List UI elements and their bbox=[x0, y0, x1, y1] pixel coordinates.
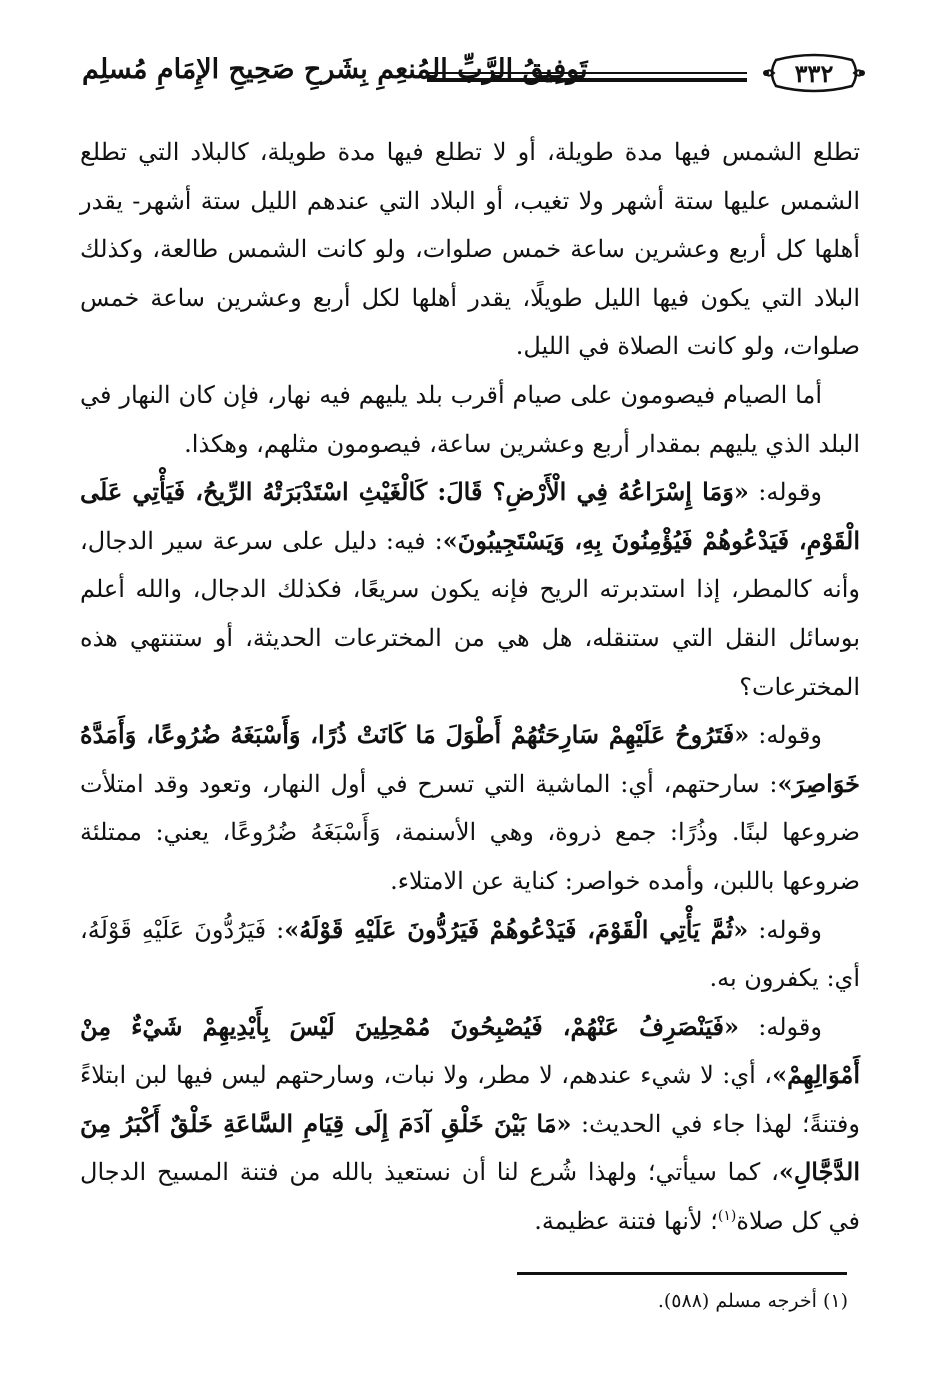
footnote: (١) أخرجه مسلم (٥٨٨). bbox=[657, 1290, 848, 1312]
page-number: ٣٣٢ bbox=[794, 58, 834, 88]
commentary-text: : فَيَرُدُّونَ عَلَيْهِ قَوْلَهُ، أي: يكفرون به. bbox=[80, 915, 860, 993]
commentary-text: وقوله: bbox=[748, 915, 822, 944]
hadith-quote: «وَمَا إِسْرَاعُهُ فِي الْأَرْضِ؟ قَالَ: كَالْغَيْثِ اسْتَدْبَرَتْهُ الرِّيحُ، فَيَأْتِي عَلَى الْقَوْمِ، فَيَدْعُوهُمْ فَيُؤْمِنُونَ بِهِ، وَيَسْتَجِيبُونَ» bbox=[80, 477, 861, 555]
hadith-quote: «ثُمَّ يَأْتِي الْقَوْمَ، فَيَدْعُوهُمْ فَيَرُدُّونَ عَلَيْهِ قَوْلَهُ» bbox=[284, 914, 749, 944]
paragraph bbox=[80, 128, 860, 371]
commentary-text: وقوله: bbox=[748, 478, 823, 507]
paragraph bbox=[80, 1003, 860, 1246]
page-header bbox=[72, 48, 868, 108]
commentary-text: وقوله: bbox=[749, 721, 822, 750]
commentary-text: أما الصيام فيصومون على صيام أقرب بلد يليهم فيه نهار، فإن كان النهار في البلد الذي يليهم بمقدار أربع وعشرين ساعة، فيصومون مثلهم، وهكذا. bbox=[80, 380, 860, 458]
page-number-badge bbox=[760, 52, 868, 94]
footnote-divider bbox=[517, 1272, 847, 1275]
commentary-text: ، كما سيأتي؛ ولهذا شُرع لنا أن نستعيذ بالله من فتنة المسيح الدجال في كل صلاة bbox=[80, 1158, 860, 1236]
book-title: تَوفِيقُ الرَّبِّ المُنعِمِ بِشَرحِ صَحِيحِ الإِمَامِ مُسلِم bbox=[82, 54, 588, 85]
footnote-reference: (١) bbox=[717, 1208, 737, 1225]
paragraph bbox=[80, 711, 860, 905]
header-divider-thick bbox=[427, 78, 747, 82]
commentary-text: : فيه: دليل على سرعة سير الدجال، وأنه كالمطر، إذا استدبرته الريح فإنه يكون سريعًا، فكذلك الدجال، والله أعلم بوسائل النقل التي ستنقله، هل هي من المخترعات الحديثة، أو ستنتهي هذه المخترعات؟ bbox=[80, 526, 860, 701]
hadith-quote: «فَيَنْصَرِفُ عَنْهُمْ، فَيُصْبِحُونَ مُمْحِلِينَ لَيْسَ بِأَيْدِيهِمْ شَيْءٌ مِنْ أَمْوَالِهِمْ» bbox=[80, 1011, 860, 1090]
paragraph bbox=[80, 906, 860, 1003]
header-divider bbox=[427, 72, 747, 74]
commentary-text: : سارحتهم، أي: الماشية التي تسرح في أول النهار، وتعود وقد امتلأت ضروعها لبنًا. وذُرًا: جمع ذروة، وهي الأسنمة، وَأَسْبَغَهُ ضُرُوعًا، يعني: ممتلئة ضروعها باللبن، وأمده خواصر: كناية عن الامتلاء. bbox=[80, 769, 860, 895]
hadith-quote: «فَتَرُوحُ عَلَيْهِمْ سَارِحَتُهُمْ أَطْوَلَ مَا كَانَتْ ذُرًا، وَأَسْبَغَهُ ضُرُوعًا، وَأَمَدَّهُ خَوَاصِرَ» bbox=[80, 720, 860, 798]
paragraph bbox=[80, 468, 860, 711]
paragraph bbox=[80, 371, 860, 468]
hadith-quote: «مَا بَيْنَ خَلْقِ آدَمَ إِلَى قِيَامِ السَّاعَةِ خَلْقٌ أَكْبَرُ مِنَ الدَّجَّالِ» bbox=[80, 1108, 860, 1187]
body-text bbox=[80, 128, 860, 1246]
commentary-text: ، أي: لا شيء عندهم، لا مطر، ولا نبات، وسارحتهم ليس فيها لبن ابتلاءً وفتنةً؛ لهذا جاء في الحديث: bbox=[80, 1061, 860, 1138]
commentary-text: ؛ لأنها فتنة عظيمة. bbox=[534, 1207, 718, 1236]
commentary-text: وقوله: bbox=[738, 1012, 822, 1041]
commentary-text: تطلع الشمس فيها مدة طويلة، أو لا تطلع فيها مدة طويلة، كالبلاد التي تطلع الشمس عليها ستة أشهر ولا تغيب، أو البلاد التي عندهم الليل ستة أشهر- يقدر أهلها كل أربع وعشرين ساعة خمس صلوات، ولو كانت الشمس طالعة، وكذلك البلاد التي يكون فيها الليل طويلًا، يقدر أهلها لكل أربع وعشرين ساعة خمس صلوات، ولو كانت الصلاة في الليل. bbox=[80, 138, 860, 361]
